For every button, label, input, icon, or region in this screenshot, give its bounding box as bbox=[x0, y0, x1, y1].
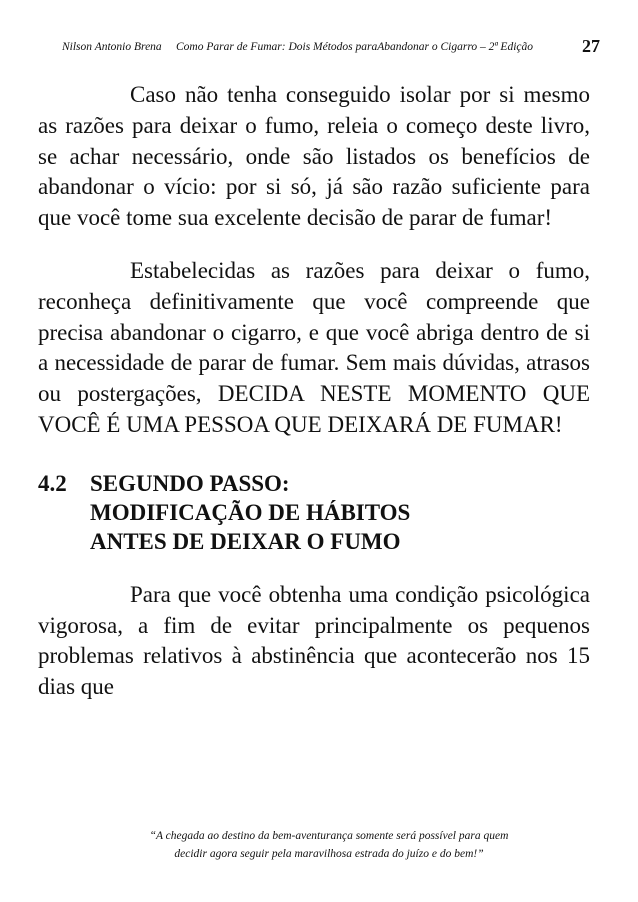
running-header bbox=[38, 36, 600, 62]
paragraph-3: Para que você obtenha uma condição psicológica vigorosa, a fim de evitar principalmente os pequenos problemas relativos à abstinência que acontecerão nos 15 dias que bbox=[38, 581, 590, 700]
footer-quote bbox=[60, 827, 598, 863]
page-body bbox=[38, 80, 590, 725]
paragraph-1: Caso não tenha conseguido isolar por si mesmo as razões para deixar o fumo, releia o começo deste livro, se achar necessário, onde são listados os benefícios de abandonar o vício: por si só, já são razão suficiente para que você tome sua excelente decisão de parar de fumar! bbox=[38, 82, 590, 231]
footer-quote-line-2: decidir agora seguir pela maravilhosa estrada do juízo e do bem!” bbox=[174, 848, 484, 860]
paragraph-2: Estabelecidas as razões para deixar o fumo, reconheça definitivamente que você compreende que precisa abandonar o cigarro, e que você abriga dentro de si a necessidade de parar de fumar. Sem mais dúvidas, atrasos ou postergações, DECIDA NESTE MOMENTO QUE VOCÊ É UMA PESSOA QUE DEIXARÁ DE FUMAR! bbox=[38, 257, 590, 437]
section-title-line-2: MODIFICAÇÃO DE HÁBITOS bbox=[90, 499, 411, 525]
header-author: Nilson Antonio Brena bbox=[62, 41, 162, 53]
footer-quote-line-1: “A chegada ao destino da bem-aventurança somente será possível para quem bbox=[149, 830, 509, 842]
section-title-line-1: SEGUNDO PASSO: bbox=[90, 470, 290, 496]
page-number: 27 bbox=[582, 36, 600, 56]
header-book-title: Como Parar de Fumar: Dois Métodos paraAbandonar o Cigarro – 2ª Edição bbox=[176, 41, 534, 53]
section-title-line-3: ANTES DE DEIXAR O FUMO bbox=[90, 528, 401, 554]
section-number: 4.2 bbox=[38, 470, 67, 496]
section-heading bbox=[38, 469, 590, 556]
section-title bbox=[90, 469, 410, 556]
